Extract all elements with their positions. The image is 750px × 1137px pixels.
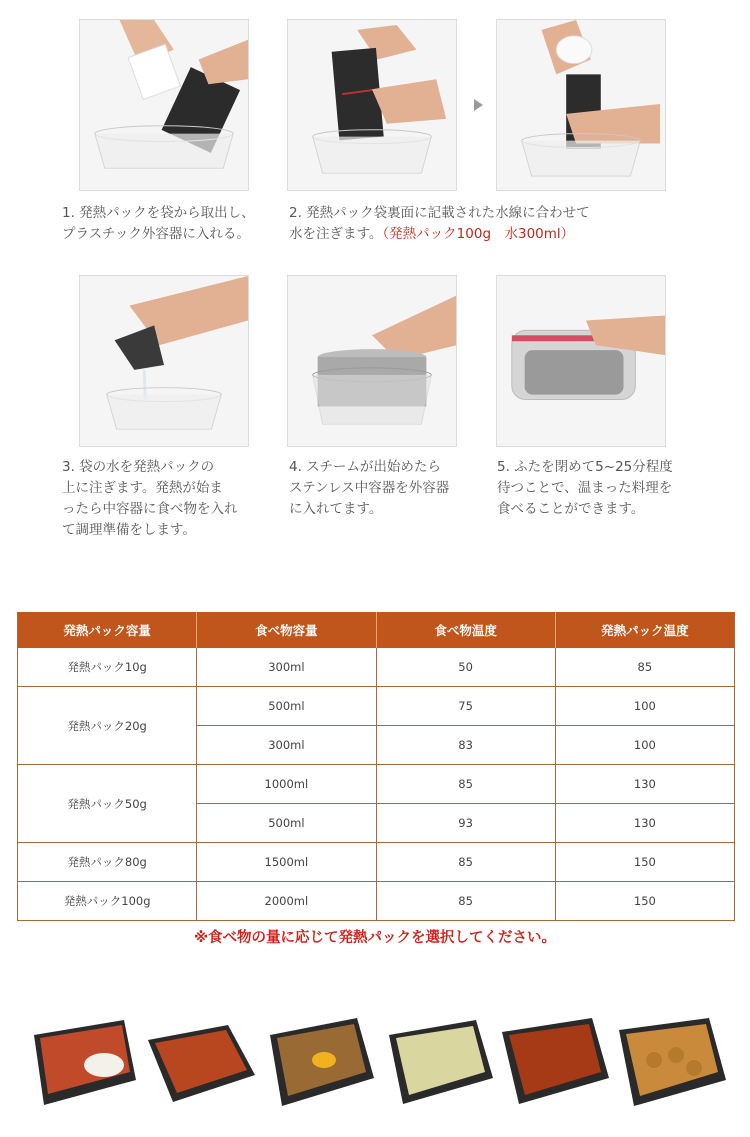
food-capacity-cell: 2000ml	[197, 882, 376, 921]
pack-temp-cell: 100	[555, 726, 734, 765]
pack-cell: 発熱パック80g	[18, 843, 197, 882]
food-capacity-cell: 1500ml	[197, 843, 376, 882]
table-row	[18, 882, 735, 921]
food-temp-cell: 85	[376, 882, 555, 921]
tray-illustration	[381, 1010, 499, 1120]
food-tray-1	[24, 1010, 142, 1120]
tray-illustration	[262, 1010, 380, 1120]
step2-caption	[289, 203, 590, 245]
pack-temp-cell: 150	[555, 882, 734, 921]
step4-caption-line1: 4. スチームが出始めたら	[289, 459, 441, 475]
table-row	[18, 765, 735, 804]
step-arrow-icon	[474, 99, 483, 111]
step4-photo	[287, 275, 457, 447]
step4-caption-line2: ステンレス中容器を外容器	[289, 480, 450, 496]
tray-illustration	[143, 1010, 261, 1120]
step2-caption-red: （発熱パック100g 水300ml）	[382, 226, 575, 242]
header-pack-temp: 発熱パック温度	[555, 612, 734, 648]
step5-caption	[497, 457, 673, 520]
tray-illustration	[24, 1010, 142, 1120]
step5-caption-line1: 5. ふたを閉めて5~25分程度	[497, 459, 673, 475]
step1-illustration	[80, 20, 248, 190]
step2a-illustration	[288, 20, 456, 190]
pack-cell: 発熱パック50g	[18, 765, 197, 843]
step5-caption-line3: 食べることができます。	[497, 501, 645, 517]
step3-caption-line3: ったら中容器に食べ物を入れ	[62, 501, 238, 517]
step4-illustration	[288, 276, 456, 446]
step4-caption-line3: に入れてます。	[289, 501, 383, 517]
header-food-temp: 食べ物温度	[376, 612, 555, 648]
step1-caption-line1: 1. 発熱パックを袋から取出し、	[62, 205, 255, 221]
pack-cell: 発熱パック20g	[18, 687, 197, 765]
pack-cell: 発熱パック10g	[18, 648, 197, 687]
step2a-photo	[287, 19, 457, 191]
pack-temp-cell: 150	[555, 843, 734, 882]
table-row	[18, 648, 735, 687]
food-temp-cell: 50	[376, 648, 555, 687]
step3-caption-line4: て調理準備をします。	[62, 522, 196, 538]
step2-caption-line2: 水を注ぎます。	[289, 226, 383, 242]
step3-caption-line1: 3. 袋の水を発熱パックの	[62, 459, 215, 475]
pack-temp-cell: 130	[555, 765, 734, 804]
step5-caption-line2: 待つことで、温まった料理を	[497, 480, 673, 496]
step1-photo	[79, 19, 249, 191]
pack-temp-cell: 130	[555, 804, 734, 843]
table-row	[18, 843, 735, 882]
step1-caption	[62, 203, 255, 245]
step3-illustration	[80, 276, 248, 446]
heat-pack-spec-table	[17, 612, 735, 921]
step3-caption-line2: 上に注ぎます。発熱が始ま	[62, 480, 223, 496]
step3-caption	[62, 457, 238, 541]
step2b-illustration	[497, 20, 665, 190]
food-temp-cell: 75	[376, 687, 555, 726]
step5-illustration	[497, 276, 665, 446]
pack-cell: 発熱パック100g	[18, 882, 197, 921]
food-tray-5	[497, 1010, 615, 1120]
food-capacity-cell: 500ml	[197, 687, 376, 726]
tray-illustration	[614, 1010, 732, 1120]
food-tray-6	[614, 1010, 732, 1120]
food-tray-4	[381, 1010, 499, 1120]
food-capacity-cell: 1000ml	[197, 765, 376, 804]
food-temp-cell: 85	[376, 765, 555, 804]
pack-temp-cell: 85	[555, 648, 734, 687]
selection-note: ※食べ物の量に応じて発熱パックを選択してください。	[193, 930, 557, 946]
food-capacity-cell: 300ml	[197, 648, 376, 687]
pack-temp-cell: 100	[555, 687, 734, 726]
food-capacity-cell: 300ml	[197, 726, 376, 765]
food-tray-3	[262, 1010, 380, 1120]
food-temp-cell: 85	[376, 843, 555, 882]
step4-caption	[289, 457, 449, 520]
step5-photo	[496, 275, 666, 447]
step3-photo	[79, 275, 249, 447]
food-capacity-cell: 500ml	[197, 804, 376, 843]
food-tray-2	[143, 1010, 261, 1120]
table-header-row	[18, 612, 735, 648]
header-food-capacity: 食べ物容量	[197, 612, 376, 648]
food-temp-cell: 83	[376, 726, 555, 765]
step2-caption-line1: 2. 発熱パック袋裏面に記載された水線に合わせて	[289, 205, 590, 221]
food-temp-cell: 93	[376, 804, 555, 843]
step2b-photo	[496, 19, 666, 191]
table-row	[18, 687, 735, 726]
tray-illustration	[497, 1010, 615, 1120]
step1-caption-line2: プラスチック外容器に入れる。	[62, 226, 250, 242]
header-pack-capacity: 発熱パック容量	[18, 612, 197, 648]
